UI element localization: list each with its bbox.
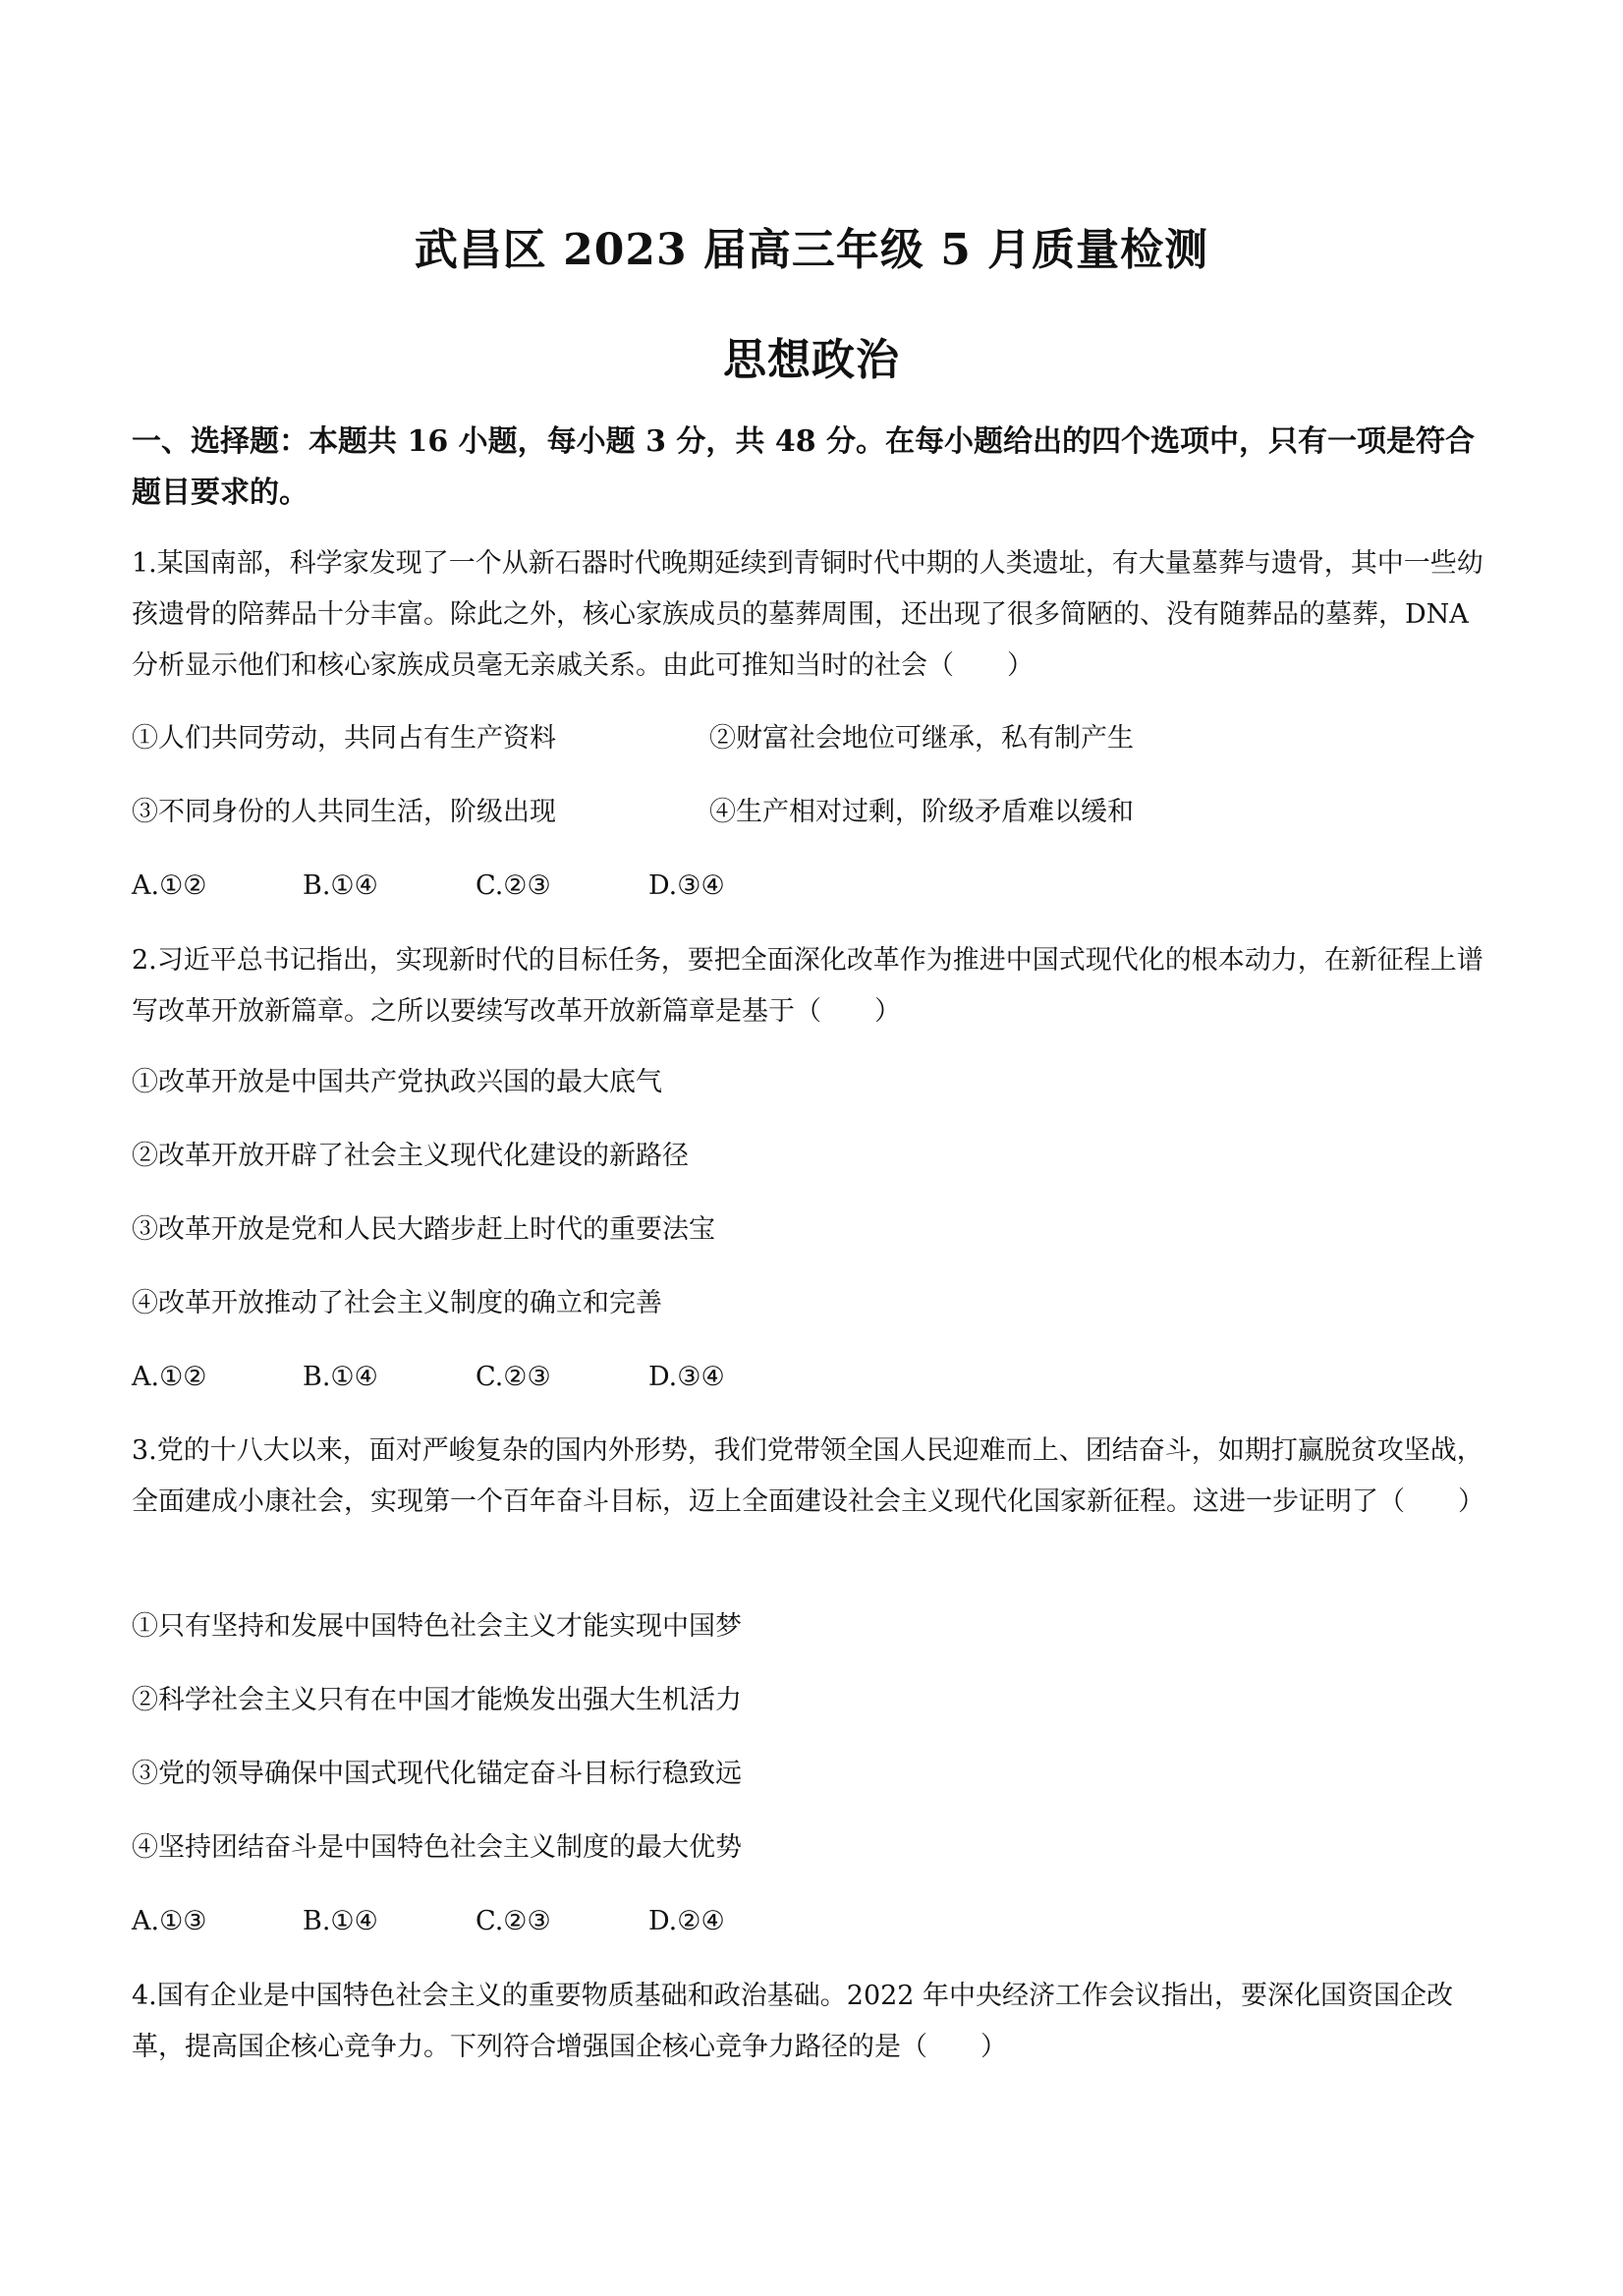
subject-title: 思想政治 [723, 335, 900, 385]
question-2-option-4: ④改革开放推动了社会主义制度的确立和完善 [132, 1288, 662, 1318]
question-1-answer-c: C.②③ [476, 870, 551, 901]
question-3-option-1: ①只有坚持和发展中国特色社会主义才能实现中国梦 [132, 1611, 742, 1642]
question-3-answer-c: C.②③ [476, 1906, 551, 1936]
question-2-answer-c: C.②③ [476, 1362, 551, 1392]
question-2-option-2: ②改革开放开辟了社会主义现代化建设的新路径 [132, 1141, 689, 1171]
question-1-option-2: ②财富社会地位可继承，私有制产生 [709, 723, 1134, 754]
question-3-answer-d: D.②④ [648, 1906, 725, 1936]
question-2-answer-d: D.③④ [648, 1362, 725, 1392]
question-2-answer-a: A.①② [132, 1362, 207, 1392]
question-3-option-2: ②科学社会主义只有在中国才能焕发出强大生机活力 [132, 1685, 742, 1715]
question-1-answer-a: A.①② [132, 870, 207, 901]
question-1-stem: 1.某国南部，科学家发现了一个从新石器时代晚期延续到青铜时代中期的人类遗址，有大量墓葬与遗骨，其中一些幼孩遗骨的陪葬品十分丰富。除此之外，核心家族成员的墓葬周围，还出现了很多简陋的、没有随葬品的墓葬，DNA 分析显示他们和核心家族成员毫无亲戚关系。由此可推知当时的社会（ ） [132, 548, 1483, 681]
question-3-option-3: ③党的领导确保中国式现代化锚定奋斗目标行稳致远 [132, 1759, 742, 1789]
exam-title: 武昌区 2023 届高三年级 5 月质量检测 [414, 225, 1209, 275]
question-1-answer-d: D.③④ [648, 870, 725, 901]
question-1-option-1: ①人们共同劳动，共同占有生产资料 [132, 723, 556, 754]
question-2-option-1: ①改革开放是中国共产党执政兴国的最大底气 [132, 1067, 662, 1097]
question-3-option-4: ④坚持团结奋斗是中国特色社会主义制度的最大优势 [132, 1832, 742, 1863]
question-1-answer-b: B.①④ [303, 870, 378, 901]
question-4-stem: 4.国有企业是中国特色社会主义的重要物质基础和政治基础。2022 年中央经济工作会议指出，要深化国资国企改革，提高国企核心竞争力。下列符合增强国企核心竞争力路径的是（ ） [132, 1981, 1454, 2062]
question-2-stem: 2.习近平总书记指出，实现新时代的目标任务，要把全面深化改革作为推进中国式现代化的根本动力，在新征程上谱写改革开放新篇章。之所以要续写改革开放新篇章是基于（ ） [132, 945, 1483, 1027]
question-3-answer-b: B.①④ [303, 1906, 378, 1936]
question-3-stem: 3.党的十八大以来，面对严峻复杂的国内外形势，我们党带领全国人民迎难而上、团结奋斗，如期打赢脱贫攻坚战，全面建成小康社会，实现第一个百年奋斗目标，迈上全面建设社会主义现代化国家新征程。这进一步证明了（ ） [132, 1435, 1484, 1517]
question-1-option-3: ③不同身份的人共同生活，阶级出现 [132, 797, 556, 827]
question-1-option-4: ④生产相对过剩，阶级矛盾难以缓和 [709, 797, 1134, 827]
section-heading: 一、选择题：本题共 16 小题，每小题 3 分，共 48 分。在每小题给出的四个选项中，只有一项是符合题目要求的。 [132, 424, 1476, 510]
question-2-option-3: ③改革开放是党和人民大踏步赶上时代的重要法宝 [132, 1214, 715, 1245]
question-3-answer-a: A.①③ [132, 1906, 207, 1936]
question-2-answer-b: B.①④ [303, 1362, 378, 1392]
